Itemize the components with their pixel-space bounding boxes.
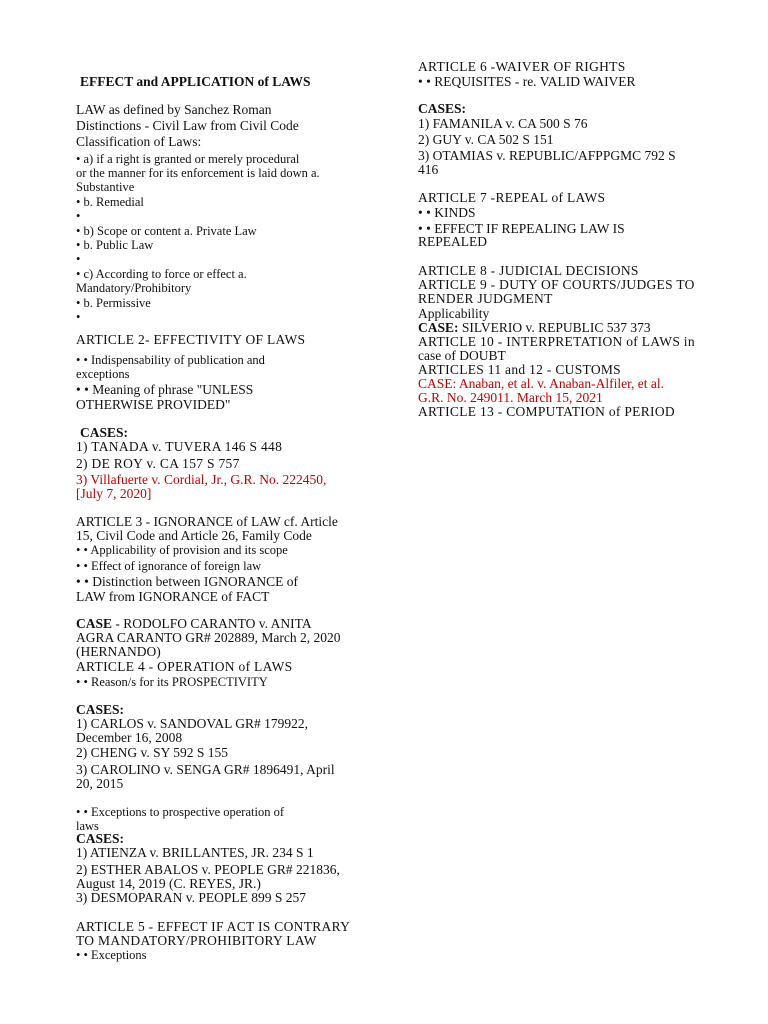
article-2-case: 1) TANADA v. TUVERA 146 S 448 <box>76 439 283 454</box>
classification-line: • <box>76 252 81 266</box>
article-9-case-label: CASE: <box>418 320 459 335</box>
article-13-heading: ARTICLE 13 - COMPUTATION of PERIOD <box>418 404 675 419</box>
article-4-bullet-cont: laws <box>76 819 99 833</box>
article-2-cases-label: CASES: <box>80 425 129 440</box>
article-10-heading: ARTICLE 10 - INTERPRETATION of LAWS in <box>418 334 695 349</box>
article-3-bullet: • • Applicability of provision and its scope <box>76 543 288 557</box>
classification-line: • <box>76 310 81 324</box>
article-3-case <box>76 617 376 631</box>
article-4-case-cont: August 14, 2019 (C. REYES, JR.) <box>76 876 261 891</box>
intro-distinctions: Distinctions - Civil Law from Civil Code <box>76 118 299 133</box>
article-4-cases-label: CASES: <box>76 831 125 846</box>
articles-11-12-heading: ARTICLES 11 and 12 - CUSTOMS <box>418 362 621 377</box>
classification-line: Substantive <box>76 180 135 194</box>
article-4-bullet: • • Exceptions to prospective operation of <box>76 805 285 819</box>
article-3-case-label: CASE <box>76 616 113 631</box>
article-4-case: 2) CHENG v. SY 592 S 155 <box>76 745 229 760</box>
article-7-bullet: • • EFFECT IF REPEALING LAW IS <box>418 221 625 236</box>
intro-classification: Classification of Laws: <box>76 134 202 149</box>
article-2-case-red: 3) Villafuerte v. Cordial, Jr., G.R. No. 222450, <box>76 472 327 487</box>
article-4-case: 1) ATIENZA v. BRILLANTES, JR. 234 S 1 <box>76 845 314 860</box>
article-6-case-cont: 416 <box>418 162 439 177</box>
classification-line: • b. Permissive <box>76 296 151 310</box>
article-3-case-cont: AGRA CARANTO GR# 202889, March 2, 2020 <box>76 630 341 645</box>
article-3-bullet-cont: LAW from IGNORANCE of FACT <box>76 589 270 604</box>
article-6-case: 2) GUY v. CA 502 S 151 <box>418 132 554 147</box>
article-7-bullet: • • KINDS <box>418 205 476 220</box>
article-6-bullet: • • REQUISITES - re. VALID WAIVER <box>418 74 636 89</box>
article-9-heading-cont: RENDER JUDGMENT <box>418 291 553 306</box>
document-title: EFFECT and APPLICATION of LAWS <box>80 74 311 89</box>
classification-line: • b. Public Law <box>76 238 154 252</box>
article-2-heading: ARTICLE 2- EFFECTIVITY OF LAWS <box>76 332 306 347</box>
classification-line: • b. Remedial <box>76 195 144 209</box>
article-2-case-red-cont: [July 7, 2020] <box>76 486 152 501</box>
article-6-cases-label: CASES: <box>418 101 467 116</box>
article-2-bullet: • • Indispensability of publication and <box>76 353 265 367</box>
article-2-case: 2) DE ROY v. CA 157 S 757 <box>76 456 240 471</box>
article-3-bullet: • • Effect of ignorance of foreign law <box>76 559 262 573</box>
article-9-heading: ARTICLE 9 - DUTY OF COURTS/JUDGES TO <box>418 277 695 292</box>
article-2-bullet-cont: OTHERWISE PROVIDED" <box>76 397 231 412</box>
article-3-case-text: - RODOLFO CARANTO v. ANITA <box>112 616 312 631</box>
article-4-case: 1) CARLOS v. SANDOVAL GR# 179922, <box>76 716 309 731</box>
article-3-heading-cont: 15, Civil Code and Article 26, Family Code <box>76 528 312 543</box>
article-3-case-cont: (HERNANDO) <box>76 644 161 659</box>
article-6-case: 3) OTAMIAS v. REPUBLIC/AFPPGMC 792 S <box>418 148 676 163</box>
article-4-cases-label: CASES: <box>76 702 125 717</box>
article-4-heading: ARTICLE 4 - OPERATION of LAWS <box>76 659 293 674</box>
classification-line: • c) According to force or effect a. <box>76 267 247 281</box>
article-8-heading: ARTICLE 8 - JUDICIAL DECISIONS <box>418 263 639 278</box>
article-9-case <box>418 321 718 335</box>
article-6-heading: ARTICLE 6 -WAIVER OF RIGHTS <box>418 59 626 74</box>
article-3-heading: ARTICLE 3 - IGNORANCE of LAW cf. Article <box>76 514 338 529</box>
article-4-case-cont: 20, 2015 <box>76 776 124 791</box>
classification-line: • a) if a right is granted or merely procedural <box>76 152 300 166</box>
article-4-case: 3) DESMOPARAN v. PEOPLE 899 S 257 <box>76 890 307 905</box>
article-10-heading-cont: case of DOUBT <box>418 348 506 363</box>
classification-line: • <box>76 209 81 223</box>
article-2-bullet: • • Meaning of phrase "UNLESS <box>76 382 254 397</box>
article-6-case: 1) FAMANILA v. CA 500 S 76 <box>418 116 588 131</box>
article-4-case-cont: December 16, 2008 <box>76 730 183 745</box>
classification-line: Mandatory/Prohibitory <box>76 281 192 295</box>
intro-law-definition: LAW as defined by Sanchez Roman <box>76 102 272 117</box>
classification-line: • b) Scope or content a. Private Law <box>76 224 257 238</box>
article-5-heading-cont: TO MANDATORY/PROHIBITORY LAW <box>76 933 317 948</box>
articles-11-12-case-red: CASE: Anaban, et al. v. Anaban-Alfiler, et al. <box>418 376 665 391</box>
article-4-case: 3) CAROLINO v. SENGA GR# 1896491, April <box>76 762 335 777</box>
article-5-heading: ARTICLE 5 - EFFECT IF ACT IS CONTRARY <box>76 919 351 934</box>
article-3-bullet: • • Distinction between IGNORANCE of <box>76 574 299 589</box>
article-9-applicability: Applicability <box>418 306 490 321</box>
article-5-bullet: • • Exceptions <box>76 948 147 962</box>
article-9-case-text: SILVERIO v. REPUBLIC 537 373 <box>458 320 651 335</box>
article-7-bullet-cont: REPEALED <box>418 234 487 249</box>
article-4-bullet: • • Reason/s for its PROSPECTIVITY <box>76 675 268 689</box>
articles-11-12-case-red-cont: G.R. No. 249011. March 15, 2021 <box>418 390 603 405</box>
classification-line: or the manner for its enforcement is laid down a. <box>76 166 320 180</box>
article-7-heading: ARTICLE 7 -REPEAL of LAWS <box>418 190 606 205</box>
article-2-bullet-cont: exceptions <box>76 367 130 381</box>
article-4-case: 2) ESTHER ABALOS v. PEOPLE GR# 221836, <box>76 862 340 877</box>
